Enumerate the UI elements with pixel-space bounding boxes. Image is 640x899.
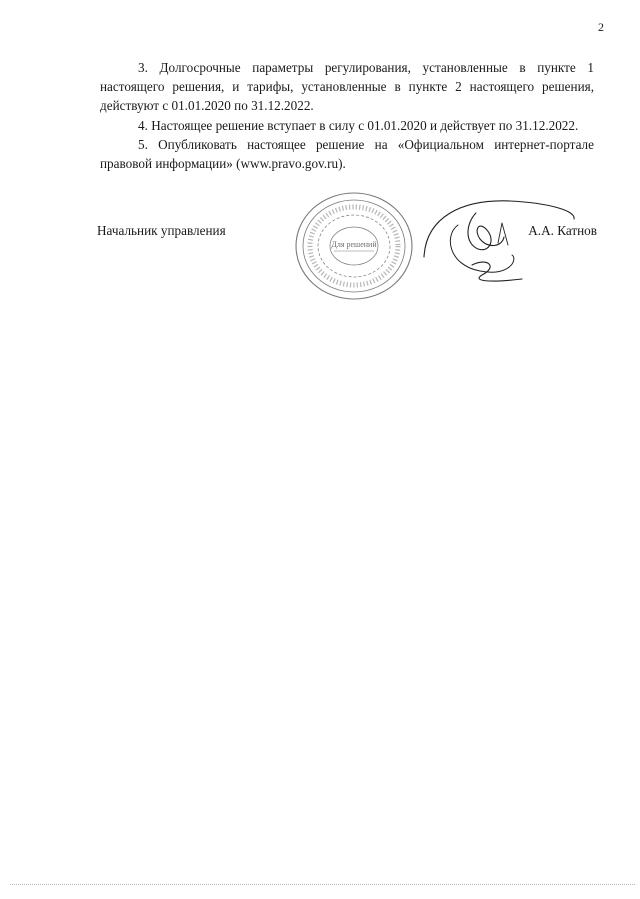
bottom-edge-line	[10, 884, 635, 885]
paragraph-4: 4. Настоящее решение вступает в силу с 01.01.2020 и действует по 31.12.2022.	[138, 117, 579, 133]
page-number: 2	[598, 20, 604, 34]
seal-center-text: Для решений	[331, 240, 377, 249]
official-seal	[293, 190, 415, 302]
paragraph-3: 3. Долгосрочные параметры регулирования, установленные в пункте 1 настоящего решения, и тарифы, установленные в пункте 2 настоящего решения, действуют с 01.01.2020 по 31.12.2022.	[100, 60, 594, 114]
signature-block	[97, 223, 597, 243]
decision-text	[100, 58, 594, 173]
signatory-name: А.А. Катнов	[528, 223, 597, 238]
paragraph-5: 5. Опубликовать настоящее решение на «Официальном интернет-портале правовой информации» (www.pravo.gov.ru).	[100, 136, 594, 172]
signatory-position: Начальник управления	[97, 223, 226, 238]
